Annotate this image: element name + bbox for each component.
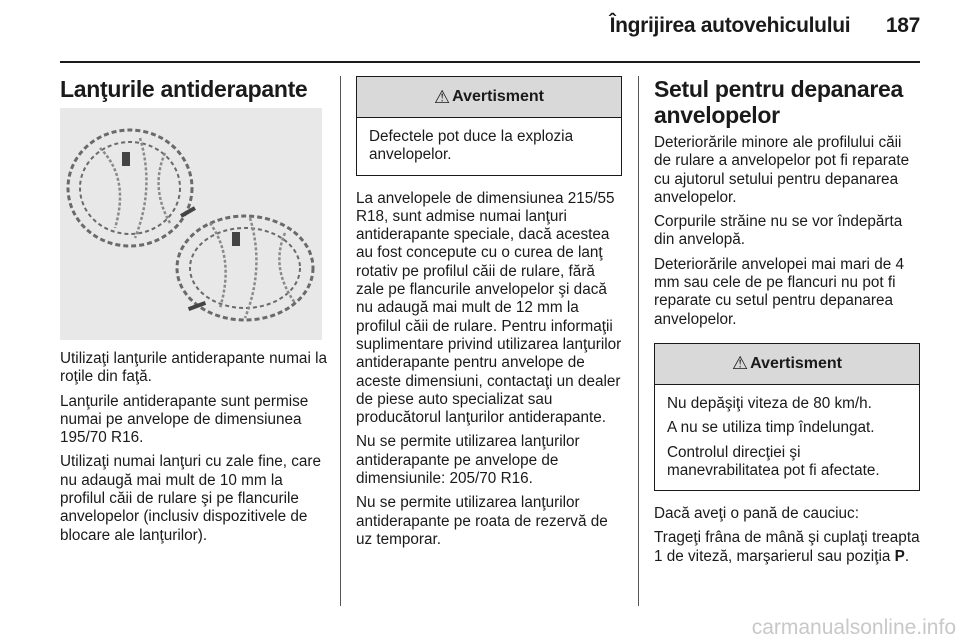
chains-paragraph-2: Lanţurile antiderapante sunt permise numai pe anvelope de dimensiunea 195/70 R16. [60, 392, 309, 447]
chains-paragraph-5: Nu se permite utilizarea lanţurilor antiderapante pe anvelope de dimensiunile: 205/70 R16. [356, 433, 580, 488]
warning-triangle-icon: ⚠ [433, 86, 451, 107]
puncture-step-end: . [904, 547, 910, 565]
column-3 [654, 76, 920, 572]
watermark: carmanualsonline.info [751, 616, 956, 639]
warning-item-1: Nu depăşiţi viteza de 80 km/h. [667, 394, 872, 412]
column-divider-2 [638, 76, 639, 606]
warning-title: Avertisment [452, 88, 545, 105]
chains-paragraph-6: Nu se permite utilizarea lanţurilor antiderapante pe roata de rezervă de uz temporar. [356, 494, 608, 548]
repair-paragraph-1: Deteriorările minore ale profilului căii de rulare a anvelopelor pot fi reparate cu ajutorul setului pentru depanarea anvelopelor. [654, 134, 910, 206]
column-divider-1 [340, 76, 341, 606]
column-1 [60, 76, 328, 551]
warning-item-2: A nu se utiliza timp îndelungat. [667, 419, 875, 437]
chains-paragraph-4: La anvelopele de dimensiunea 215/55 R18, sunt admise numai lanţuri antiderapante speciale, dacă acestea au fost concepute cu o curea de lanţ rotativ pe profilul căii de rulare, fără zale pe flancurile anvelopelor şi dacă nu adaugă mai mult de 12 mm la profilul căii de rulare. Pentru informaţii suplimentare privind utilizarea lanţurilor antiderapante pentru anvelope de aceste dimensiuni, contactaţi un dealer de piese auto specializat sau producătorul lanţurilor antiderapante. [356, 189, 622, 427]
repair-paragraph-2: Corpurile străine nu se vor îndepărta din anvelopă. [654, 213, 903, 249]
warning-title: Avertisment [750, 354, 843, 372]
snow-chains-figure [60, 108, 322, 340]
warning-triangle-icon: ⚠ [731, 353, 749, 374]
warning-body [655, 385, 919, 490]
page-header [610, 14, 920, 38]
section-heading-repair-kit: Setul pentru depanarea anvelopelor [654, 76, 904, 128]
section-title: Îngrijirea autovehiculului [609, 14, 851, 37]
repair-paragraph-3: Deteriorările anvelopei mai mari de 4 mm sau cele de pe flancuri nu pot fi reparate cu setul pentru depanarea anvelopelor. [654, 255, 904, 328]
section-heading-chains: Lanţurile antiderapante [60, 76, 308, 102]
page-number: 187 [885, 14, 920, 37]
warning-box-tyres [356, 76, 622, 176]
gear-position-p: P [894, 547, 905, 565]
warning-body [357, 118, 621, 175]
warning-heading [655, 344, 919, 385]
puncture-step-text: Trageţi frâna de mână şi cuplaţi treapta 1 de viteză, marşarierul sau poziţia [654, 529, 920, 565]
warning-heading [357, 77, 621, 118]
chains-paragraph-3: Utilizaţi numai lanţuri cu zale fine, care nu adaugă mai mult de 10 mm la profilul căii de rulare şi pe flancurile anvelopelor (inclusiv dispozitivele de blocare ale lanţurilor). [60, 453, 322, 544]
chains-paragraph-1: Utilizaţi lanţurile antiderapante numai la roţile din faţă. [60, 350, 327, 386]
warning-box-repair [654, 343, 920, 491]
column-2 [356, 76, 622, 555]
warning-item-3: Controlul direcţiei şi manevrabilitatea pot fi afectate. [667, 443, 880, 479]
puncture-step-1 [654, 529, 920, 566]
puncture-intro: Dacă aveţi o pană de cauciuc: [654, 505, 859, 523]
snow-chains-illustration [60, 108, 322, 340]
warning-text: Defectele pot duce la explozia anvelopelor. [369, 128, 574, 164]
header-rule [60, 61, 920, 63]
